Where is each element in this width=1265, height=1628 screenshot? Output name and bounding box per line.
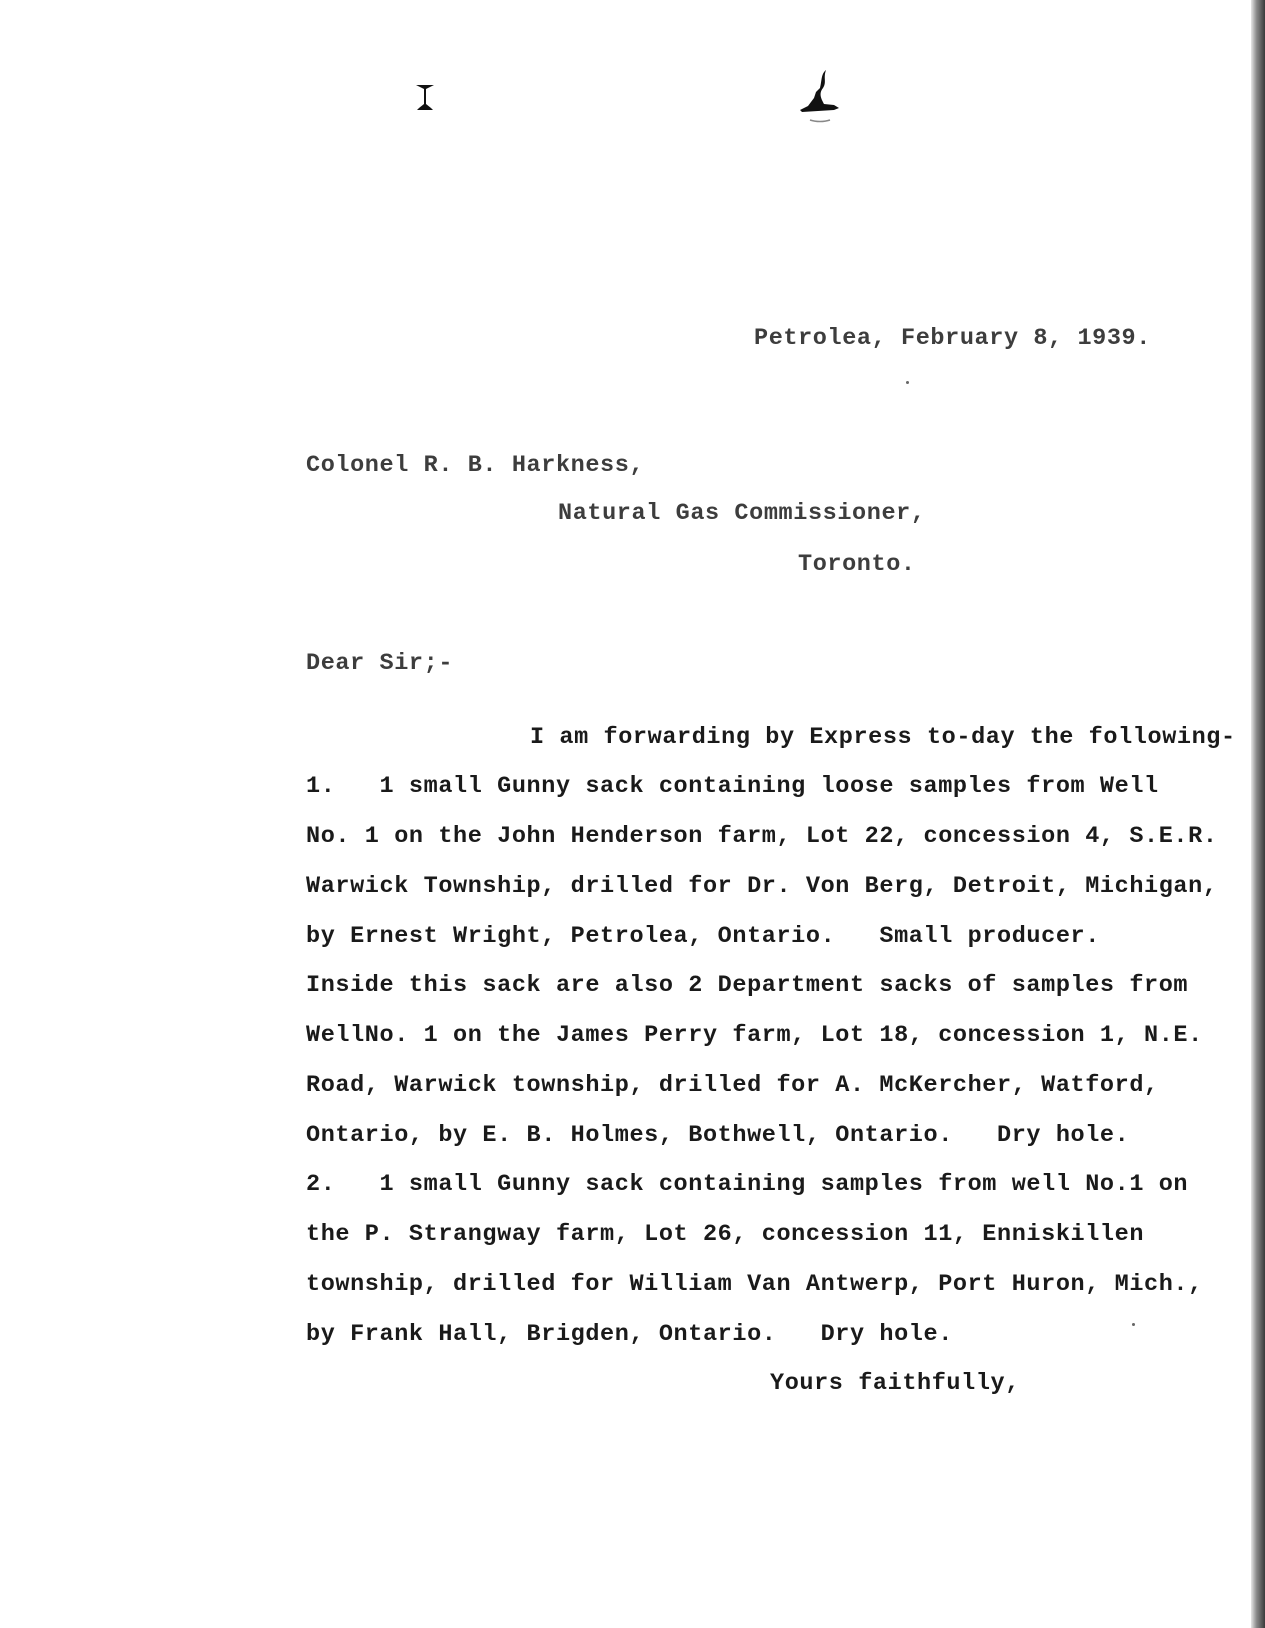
binder-mark-left (414, 82, 436, 112)
speck (906, 381, 909, 384)
recipient-city: Toronto. (798, 551, 916, 578)
body-line: Inside this sack are also 2 Department sacks of samples from (306, 972, 1189, 999)
binder-mark-right (796, 68, 842, 126)
body-line: the P. Strangway farm, Lot 26, concession 11, Enniskillen (306, 1221, 1145, 1248)
dateline: Petrolea, February 8, 1939. (754, 325, 1151, 352)
body-line: Road, Warwick township, drilled for A. McKercher, Watford, (306, 1072, 1159, 1099)
salutation: Dear Sir;- (306, 650, 454, 677)
body-line: by Frank Hall, Brigden, Ontario. Dry hole. (306, 1321, 953, 1348)
body-line: township, drilled for William Van Antwerp, Port Huron, Mich., (306, 1271, 1203, 1298)
speck (1132, 1323, 1135, 1326)
body-line: 1. 1 small Gunny sack containing loose samples from Well (306, 773, 1159, 800)
body-line: Warwick Township, drilled for Dr. Von Berg, Detroit, Michigan, (306, 873, 1218, 900)
body-line: Ontario, by E. B. Holmes, Bothwell, Ontario. Dry hole. (306, 1122, 1130, 1149)
body-line: 2. 1 small Gunny sack containing samples from well No.1 on (306, 1171, 1189, 1198)
body-line: I am forwarding by Express to-day the following- (530, 724, 1236, 751)
recipient-title: Natural Gas Commissioner, (558, 500, 926, 527)
page-edge-shadow (1251, 0, 1265, 1628)
recipient-name: Colonel R. B. Harkness, (306, 452, 645, 479)
closing: Yours faithfully, (770, 1370, 1020, 1397)
body-line: by Ernest Wright, Petrolea, Ontario. Small producer. (306, 923, 1100, 950)
body-line: WellNo. 1 on the James Perry farm, Lot 18, concession 1, N.E. (306, 1022, 1203, 1049)
body-line: No. 1 on the John Henderson farm, Lot 22, concession 4, S.E.R. (306, 823, 1218, 850)
